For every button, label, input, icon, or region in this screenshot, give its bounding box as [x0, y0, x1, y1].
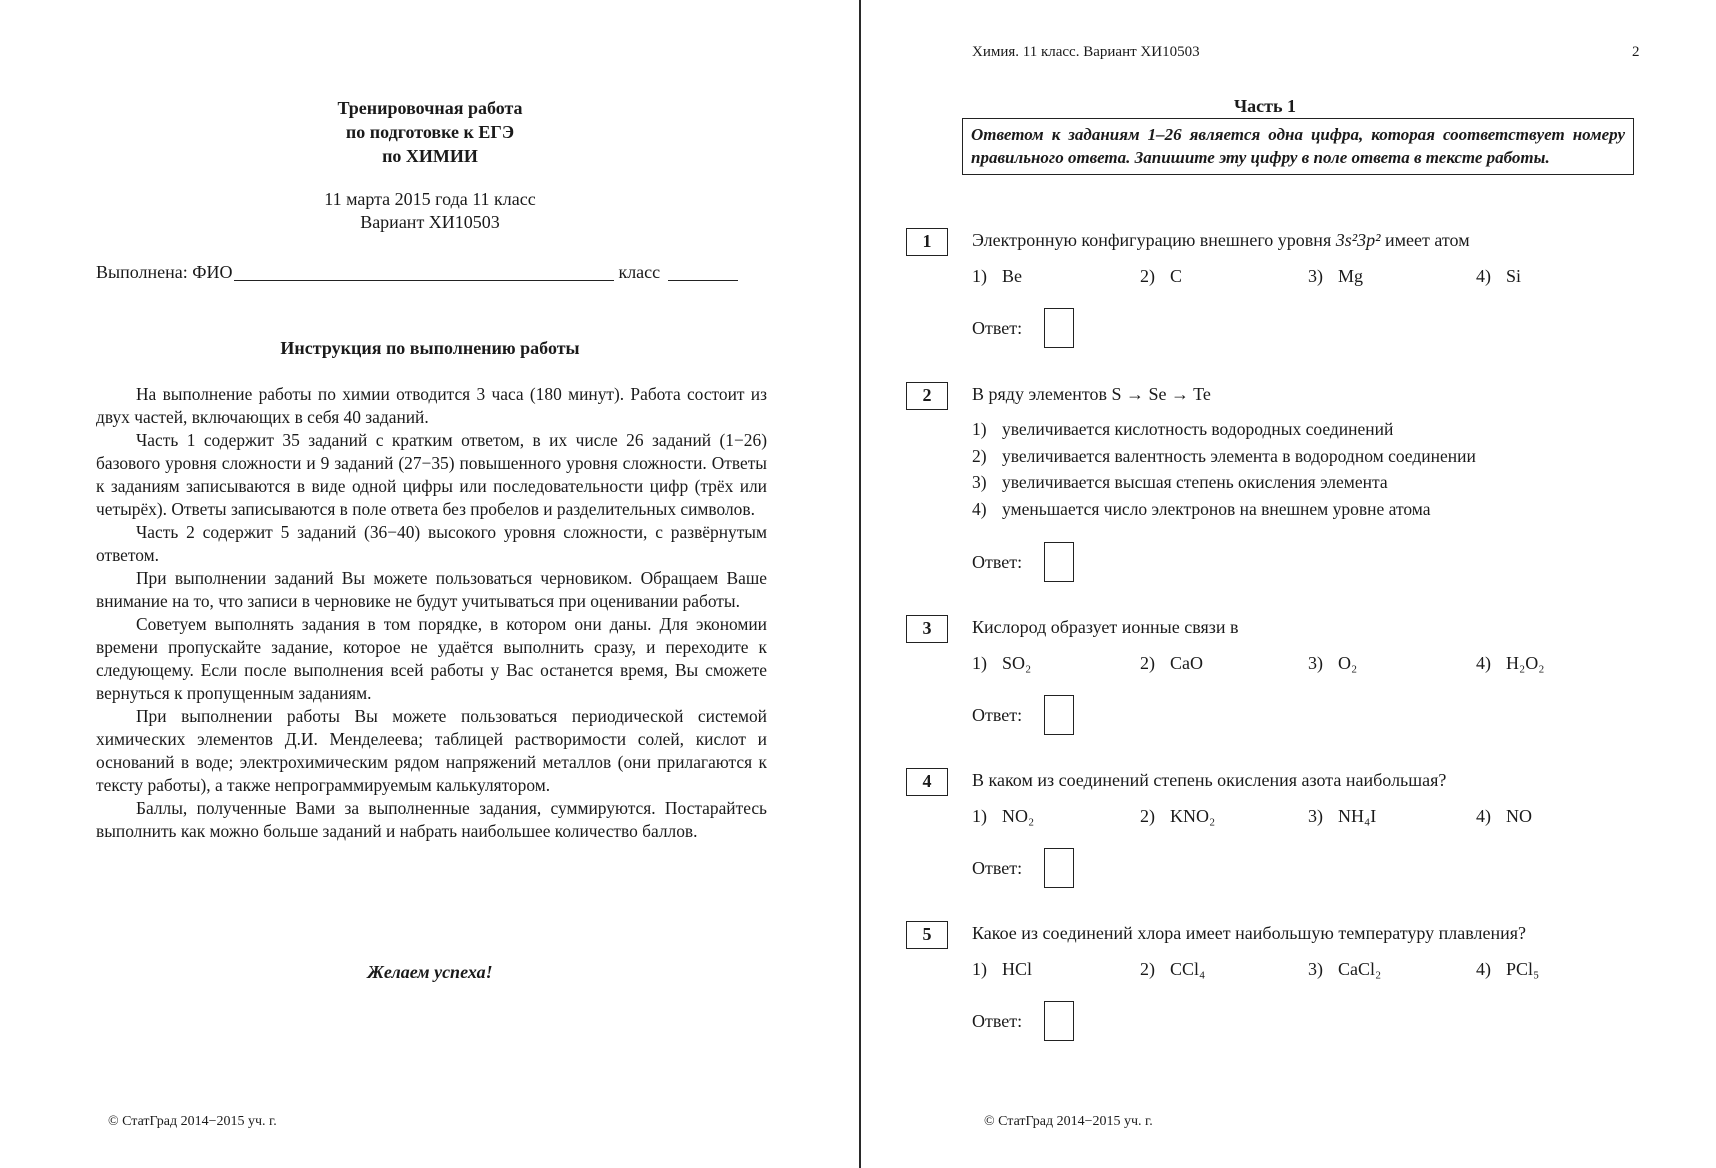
answer-label: Ответ: — [972, 551, 1023, 572]
question-text: Электронную конфигурацию внешнего уровня — [972, 230, 1336, 250]
answer-label: Ответ: — [972, 1010, 1023, 1031]
task-number: 1 — [906, 228, 948, 256]
title-line: по ХИМИИ — [382, 146, 478, 166]
answer-box[interactable] — [1044, 695, 1074, 735]
option-2[interactable]: 2) KNO₂ — [1140, 806, 1216, 826]
answer-box[interactable] — [1044, 542, 1074, 582]
option-label: увеличивается кислотность водородных соединений — [1002, 419, 1394, 439]
option-1[interactable]: 1) Be — [972, 266, 1022, 286]
title-line: по подготовке к ЕГЭ — [345, 122, 515, 142]
options-row — [972, 806, 1644, 827]
answer-row — [972, 695, 1074, 735]
right-page — [862, 0, 1716, 1168]
instruction-paragraph: На выполнение работы по химии отводится 3 часа (180 минут). Работа состоит из двух частей, включающих в себя 40 заданий. — [96, 384, 767, 427]
part-title: Часть 1 — [1233, 96, 1297, 116]
option-4[interactable]: 4) H₂O₂ — [1476, 653, 1545, 673]
option-label: увеличивается высшая степень окисления элемента — [1002, 472, 1388, 492]
option-label: O₂ — [1338, 653, 1358, 673]
option-3[interactable]: 3) NH₄I — [1308, 806, 1377, 826]
option-label: NO₂ — [1002, 806, 1035, 826]
task-question: В ряду элементов S → Se → Te — [972, 384, 1211, 404]
task-question: В каком из соединений степень окисления азота наибольшая? — [972, 770, 1447, 790]
instruction-body — [96, 383, 767, 843]
options-row — [972, 266, 1644, 287]
date-block — [95, 188, 765, 234]
instruction-paragraph: Советуем выполнять задания в том порядке, в котором они даны. Для экономии времени пропускайте задание, которое не удаётся выполнить сразу, и переходите к следующему. Если после выполнения всей работы у Вас останется время, Вы сможете вернуться к пропущенным заданиям. — [96, 614, 767, 703]
option-4[interactable]: 4) PCl₅ — [1476, 959, 1540, 979]
answer-label: Ответ: — [972, 704, 1023, 725]
answer-label: Ответ: — [972, 317, 1023, 338]
answer-row — [972, 542, 1074, 582]
answer-box[interactable] — [1044, 848, 1074, 888]
fio-field[interactable] — [234, 262, 614, 281]
instruction-paragraph: Баллы, полученные Вами за выполненные задания, суммируются. Постарайтесь выполнить как можно больше заданий и набрать наибольшее количество баллов. — [96, 798, 767, 841]
option-label: HCl — [1002, 959, 1033, 979]
date-line: 11 марта 2015 года 11 класс — [324, 189, 536, 209]
option-label: увеличивается валентность элемента в водородном соединении — [1002, 445, 1476, 466]
answer-label: Ответ: — [972, 857, 1023, 878]
task-number: 5 — [906, 921, 948, 949]
title-line: Тренировочная работа — [337, 98, 523, 118]
option-3[interactable]: 3) CaCl₂ — [1308, 959, 1382, 979]
student-info-row — [96, 262, 742, 283]
answer-box[interactable] — [1044, 308, 1074, 348]
option-4[interactable]: 4) NO — [1476, 806, 1532, 826]
options-list — [972, 416, 1476, 522]
option-3[interactable]: 3) увеличивается высшая степень окисления элемента — [972, 472, 1388, 492]
closing-wish: Желаем успеха! — [367, 962, 493, 982]
option-2[interactable]: 2) CCl₄ — [1140, 959, 1206, 979]
option-label: CCl₄ — [1170, 959, 1206, 979]
options-row — [972, 653, 1644, 674]
option-1[interactable]: 1) HCl — [972, 959, 1033, 979]
answer-box[interactable] — [1044, 1001, 1074, 1041]
question-text: имеет атом — [1380, 230, 1470, 250]
page-number: 2 — [1632, 44, 1640, 60]
footer-copyright: © СтатГрад 2014−2015 уч. г. — [108, 1114, 277, 1129]
variant-line: Вариант ХИ10503 — [360, 212, 500, 232]
page-divider — [859, 0, 861, 1168]
answer-row — [972, 308, 1074, 348]
option-label: SO₂ — [1002, 653, 1032, 673]
option-label: CaO — [1170, 653, 1203, 673]
task-number: 4 — [906, 768, 948, 796]
instruction-paragraph: При выполнении работы Вы можете пользоваться периодической системой химических элементов Д.И. Менделеева; таблицей растворимости солей, кислот и оснований в воде; электрохимическим рядом напряжений металлов (они прилагаются к тексту работы), а также непрограммируемым калькулятором. — [96, 706, 767, 795]
part-instruction-box: Ответом к заданиям 1–26 является одна цифра, которая соответствует номеру правильного ответа. Запишите эту цифру в поле ответа в тексте работы. — [962, 118, 1634, 175]
task-question: Какое из соединений хлора имеет наибольшую температуру плавления? — [972, 923, 1526, 943]
electron-configuration: 3s²3p² — [1335, 230, 1381, 250]
option-1[interactable]: 1) SO₂ — [972, 653, 1032, 673]
option-label: PCl₅ — [1506, 959, 1540, 979]
instruction-title: Инструкция по выполнению работы — [280, 338, 580, 358]
option-2[interactable]: 2) C — [1140, 266, 1183, 286]
option-1[interactable]: 1) увеличивается кислотность водородных соединений — [972, 419, 1394, 439]
class-field[interactable] — [668, 262, 738, 281]
option-2[interactable]: 2) увеличивается валентность элемента в водородном соединении — [972, 445, 1476, 466]
option-label: CaCl₂ — [1338, 959, 1382, 979]
option-3[interactable]: 3) O₂ — [1308, 653, 1358, 673]
instruction-paragraph: Часть 2 содержит 5 заданий (36−40) высокого уровня сложности, с развёрнутым ответом. — [96, 522, 767, 565]
option-1[interactable]: 1) NO₂ — [972, 806, 1035, 826]
task-question: Кислород образует ионные связи в — [972, 617, 1239, 637]
class-label: класс — [618, 262, 661, 282]
footer-copyright: © СтатГрад 2014−2015 уч. г. — [984, 1114, 1153, 1129]
instruction-paragraph: Часть 1 содержит 35 заданий с кратким ответом, в их числе 26 заданий (1−26) базового уровня сложности и 9 заданий (27−35) повышенного уровня сложности. Ответы к заданиям записываются в виде одной цифры или последовательности цифр (трёх или четырёх). Ответы записываются в поле ответа без пробелов и разделительных символов. — [96, 430, 767, 519]
task-number: 3 — [906, 615, 948, 643]
task-question — [972, 230, 1470, 251]
option-label: Mg — [1338, 266, 1364, 286]
task-number: 2 — [906, 382, 948, 410]
option-4[interactable]: 4) уменьшается число электронов на внешнем уровне атома — [972, 498, 1431, 519]
document-title — [95, 96, 765, 168]
option-3[interactable]: 3) Mg — [1308, 266, 1364, 286]
option-label: H₂O₂ — [1506, 653, 1545, 673]
option-2[interactable]: 2) CaO — [1140, 653, 1203, 673]
instruction-paragraph: При выполнении заданий Вы можете пользоваться черновиком. Обращаем Ваше внимание на то, что записи в черновике не будут учитываться при оценивании работы. — [96, 568, 767, 611]
options-row — [972, 959, 1644, 980]
option-label: KNO₂ — [1170, 806, 1216, 826]
option-label: NO — [1506, 806, 1532, 826]
option-label: Si — [1506, 266, 1522, 286]
answer-row — [972, 848, 1074, 888]
option-label: C — [1170, 266, 1183, 286]
fio-label: Выполнена: ФИО — [96, 262, 233, 282]
option-label: Be — [1002, 266, 1022, 286]
option-label: NH₄I — [1338, 806, 1377, 826]
running-header: Химия. 11 класс. Вариант ХИ10503 — [972, 44, 1200, 60]
option-label: уменьшается число электронов на внешнем уровне атома — [1002, 498, 1431, 519]
option-4[interactable]: 4) Si — [1476, 266, 1522, 286]
answer-row — [972, 1001, 1074, 1041]
